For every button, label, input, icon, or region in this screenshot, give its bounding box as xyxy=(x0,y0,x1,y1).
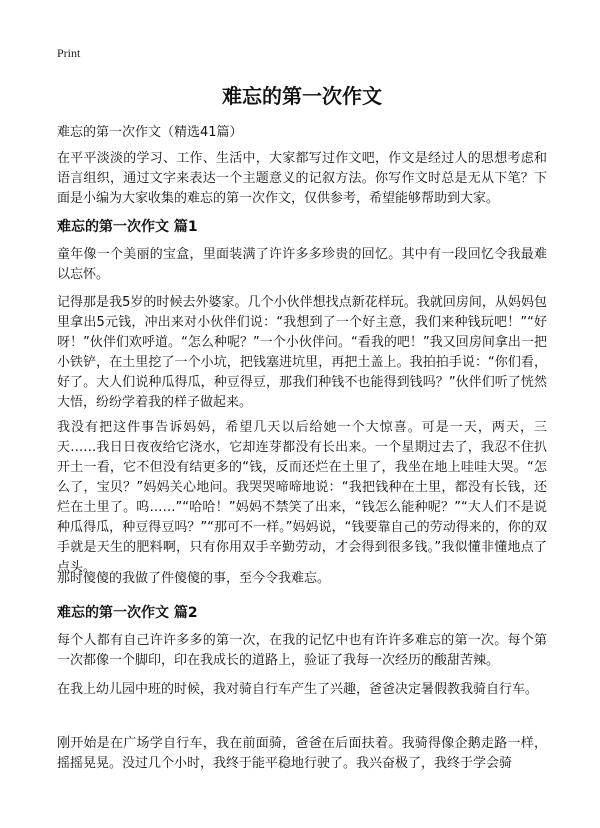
document-subtitle: 难忘的第一次作文（精选41篇） xyxy=(57,125,243,140)
paragraph: 那时傻傻的我做了件傻傻的事，至今令我难忘。 xyxy=(57,571,331,586)
document-title: 难忘的第一次作文 xyxy=(222,84,382,108)
paragraph: 童年像一个美丽的宝盒，里面装满了许许多多珍贵的回忆。其中有一段回忆令我最难以忘怀。 xyxy=(57,247,547,282)
section-heading-1: 难忘的第一次作文 篇1 xyxy=(57,219,198,235)
paragraph: 记得那是我5岁的时候去外婆家。几个小伙伴想找点新花样玩。我就回房间，从妈妈包里拿出5元钱，冲出来对小伙伴们说：“我想到了一个好主意，我们来种钱玩吧！”“好呀！”伙伴们欢呼道。“怎么种呢？”一个小伙伴问。“看我的吧！”我又回房间拿出一把小铁铲，在土里挖了一个小坑，把钱塞进坑里，再把土盖上。我拍拍手说：“你们看，好了。大人们说种瓜得瓜，种豆得豆，那我们种钱不也能得到钱吗？”伙伴们听了恍然大悟，纷纷学着我的样子做起来。 xyxy=(57,295,547,410)
paragraph: 刚开始是在广场学自行车，我在前面骑，爸爸在后面扶着。我骑得像企鹅走路一样，摇摇晃晃。没过几个小时，我终于能平稳地行驶了。我兴奋极了，我终于学会骑 xyxy=(57,736,547,771)
print-link[interactable]: Print xyxy=(57,46,81,60)
paragraph: 每个人都有自己许许多多的第一次，在我的记忆中也有许许多难忘的第一次。每个第一次都像一个脚印，印在我成长的道路上，验证了我每一次经历的酸甜苦辣。 xyxy=(57,633,547,668)
intro-paragraph: 在平平淡淡的学习、工作、生活中，大家都写过作文吧，作文是经过人的思想考虑和语言组织，通过文字来表达一个主题意义的记叙方法。你写作文时总是无从下笔？下面是小编为大家收集的难忘的第一次作文，仅供参考，希望能够帮助到大家。 xyxy=(57,151,547,206)
section-heading-2: 难忘的第一次作文 篇2 xyxy=(57,605,198,621)
paragraph: 我没有把这件事告诉妈妈，希望几天以后给她一个大惊喜。可是一天，两天，三天……我日日夜夜给它浇水，它却连芽都没有长出来。一个星期过去了，我忍不住扒开土一看，它不但没有结更多的“钱，反而还烂在土里了，我坐在地上哇哇大哭。“怎么了，宝贝？”妈妈关心地问。我哭哭啼啼地说：“我把钱种在土里，都没有长钱，还烂在土里了。呜……”“哈哈！”妈妈不禁笑了出来，“钱怎么能种呢？”“大人们不是说种瓜得瓜，种豆得豆吗？”“那可不一样。”妈妈说，“钱要靠自己的劳动得来的，你的双手就是天生的肥料啊，只有你用双手辛勤劳动，才会得到很多钱。”我似懂非懂地点了点头。 xyxy=(57,420,547,575)
paragraph: 在我上幼儿园中班的时候，我对骑自行车产生了兴趣，爸爸决定暑假教我骑自行车。 xyxy=(57,682,539,697)
